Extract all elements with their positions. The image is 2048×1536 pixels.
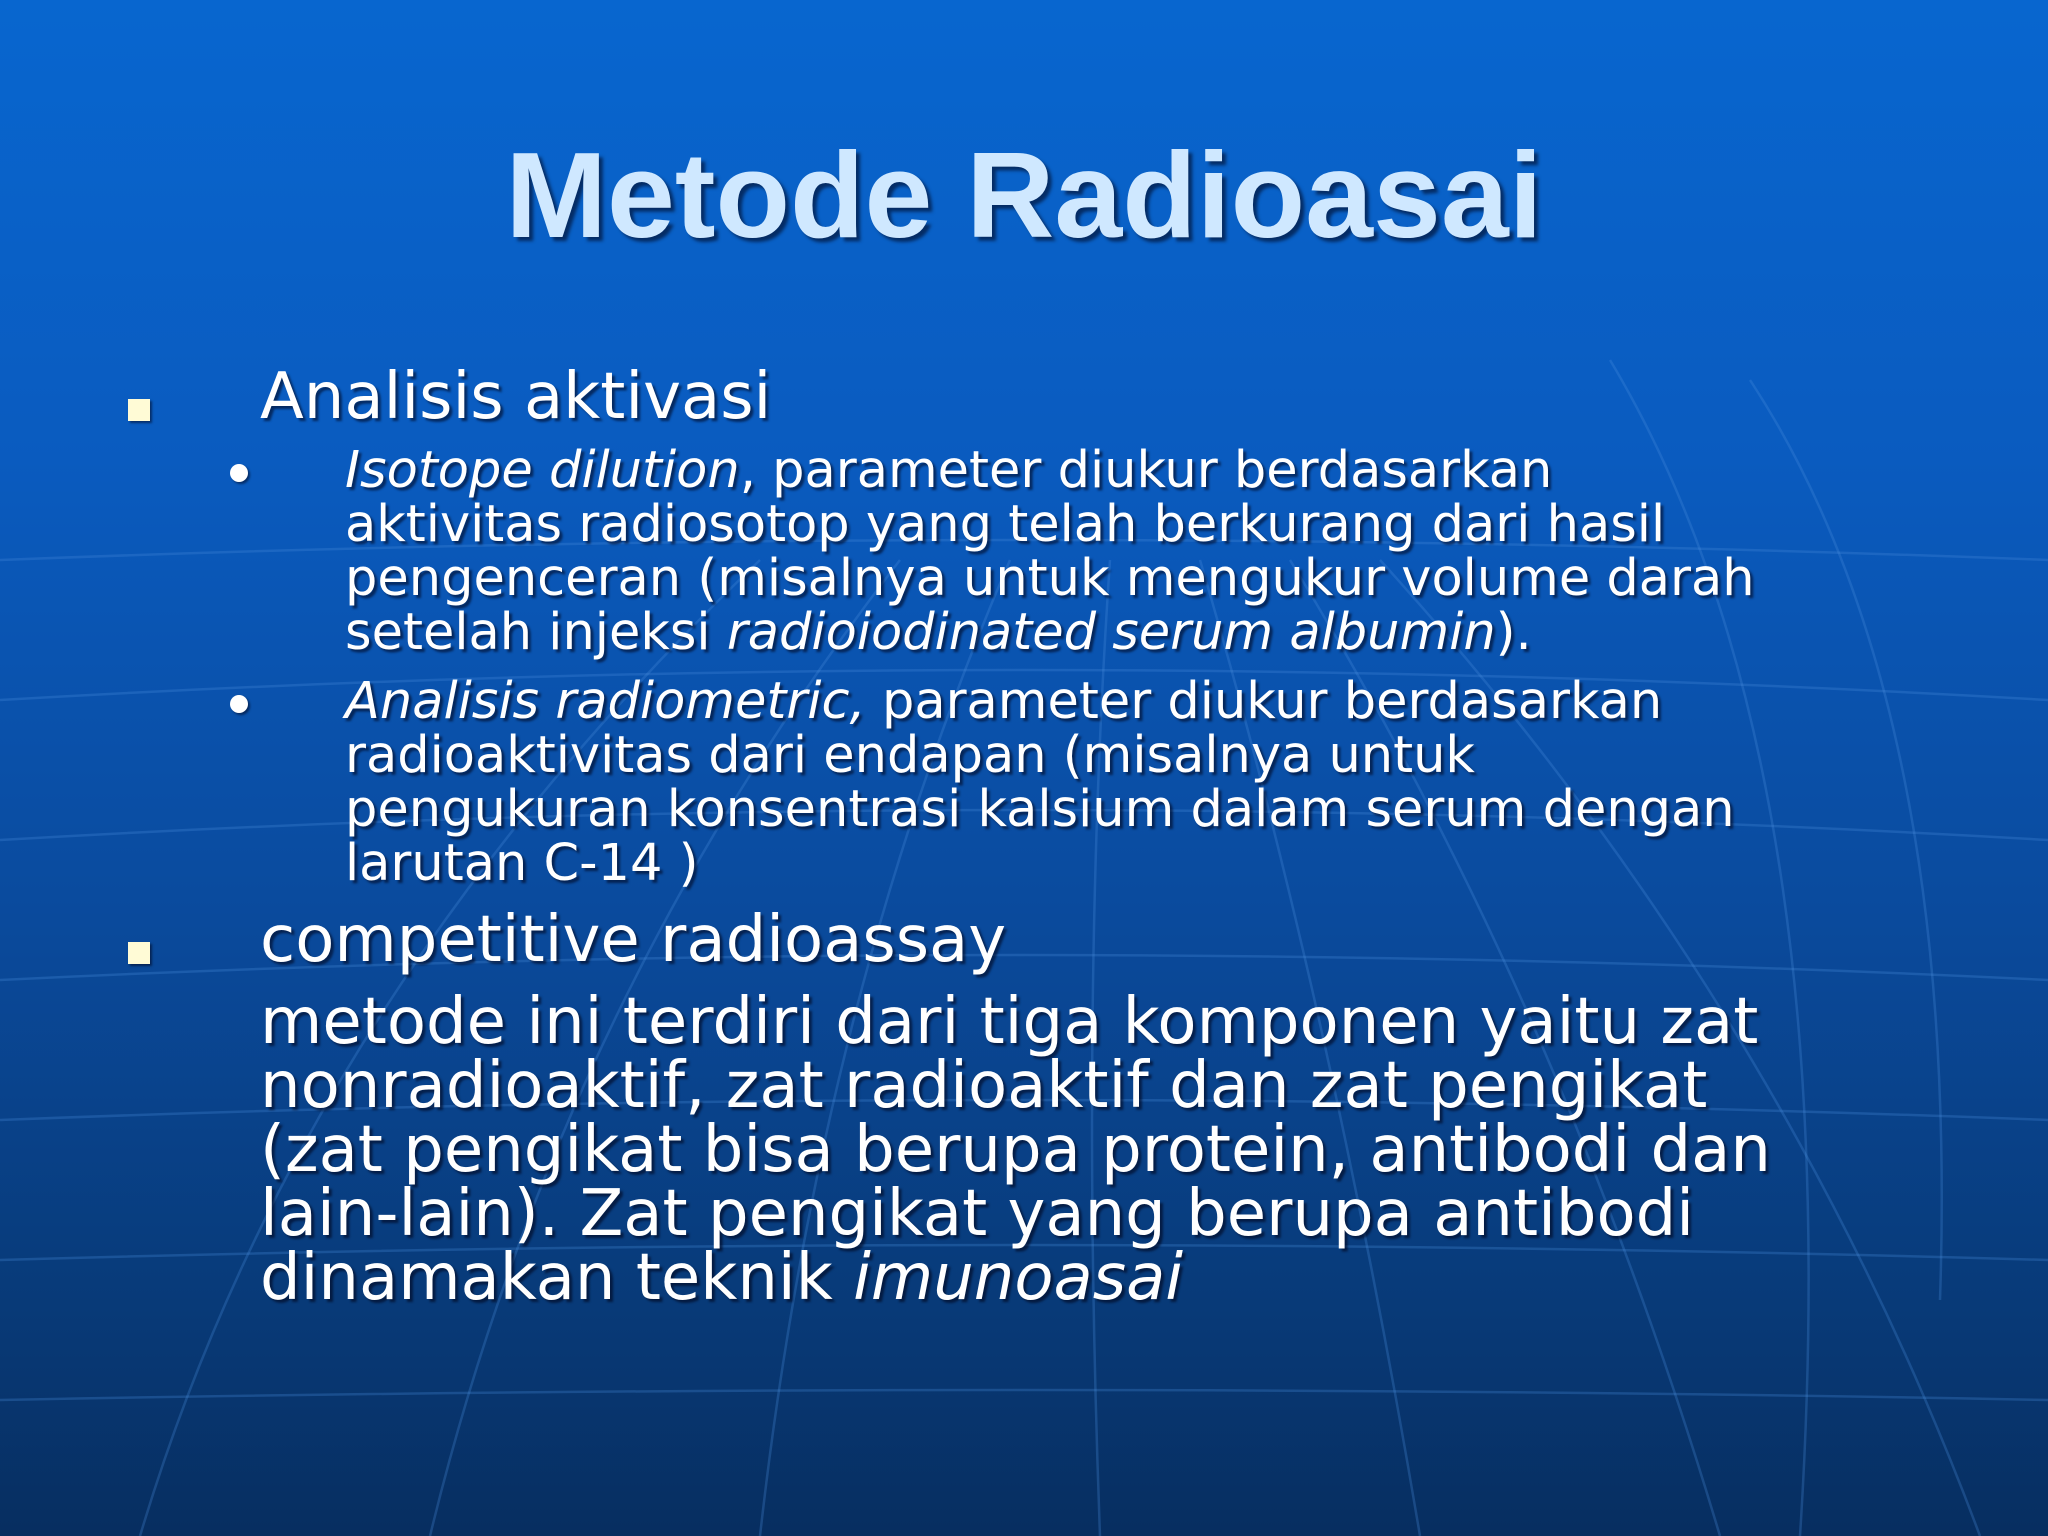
sub-item-line [345,672,2005,731]
line-text: radioaktivitas dari endapan (misalnya untuk [345,726,1475,785]
line-text: pengenceran (misalnya untuk mengukur volume darah [345,549,1755,608]
line-text: ). [1495,603,1532,662]
line-text: metode ini terdiri dari tiga komponen yaitu zat [260,985,1759,1059]
line-text: lain-lain). Zat pengikat yang berupa antibodi [260,1177,1695,1251]
sub-item-isotope-dilution [345,441,2005,662]
paragraph-line [260,1241,2000,1315]
square-bullet-icon [128,399,150,421]
line-text: dinamakan teknik [260,1241,854,1315]
line-text: setelah injeksi [345,603,727,662]
line-text: , parameter diukur berdasarkan [739,441,1553,500]
italic-term: radioiodinated serum albumin [726,603,1496,662]
dot-bullet-icon [230,695,248,713]
line-text: nonradioaktif, zat radioaktif dan zat pengikat [260,1049,1708,1123]
italic-term: Analisis radiometric, [345,672,866,731]
paragraph-line [260,985,2000,1059]
sub-item-line [345,780,2005,839]
italic-term: imunoasai [853,1241,1184,1315]
competitive-radioassay-paragraph [260,985,2000,1315]
italic-term: Isotope dilution [345,441,740,500]
sub-item-line [345,441,2005,500]
bullet-heading-analisis-aktivasi: Analisis aktivasi [260,360,772,434]
sub-item-line [345,603,2005,662]
paragraph-line [260,1177,2000,1251]
line-text: aktivitas radiosotop yang telah berkurang dari hasil [345,495,1666,554]
sub-item-line [345,726,2005,785]
square-bullet-icon [128,942,150,964]
sub-item-line [345,834,2005,893]
sub-item-line [345,495,2005,554]
line-text: pengukuran konsentrasi kalsium dalam serum dengan [345,780,1735,839]
bullet-heading-competitive-radioassay: competitive radioassay [260,903,1007,977]
sub-item-line [345,549,2005,608]
paragraph-line [260,1049,2000,1123]
dot-bullet-icon [230,464,248,482]
slide-title: Metode Radioasai [505,127,1543,263]
line-text: parameter diukur berdasarkan [865,672,1663,731]
paragraph-line [260,1113,2000,1187]
sub-item-analisis-radiometric [345,672,2005,893]
line-text: larutan C-14 ) [345,834,699,893]
line-text: (zat pengikat bisa berupa protein, antibodi dan [260,1113,1771,1187]
